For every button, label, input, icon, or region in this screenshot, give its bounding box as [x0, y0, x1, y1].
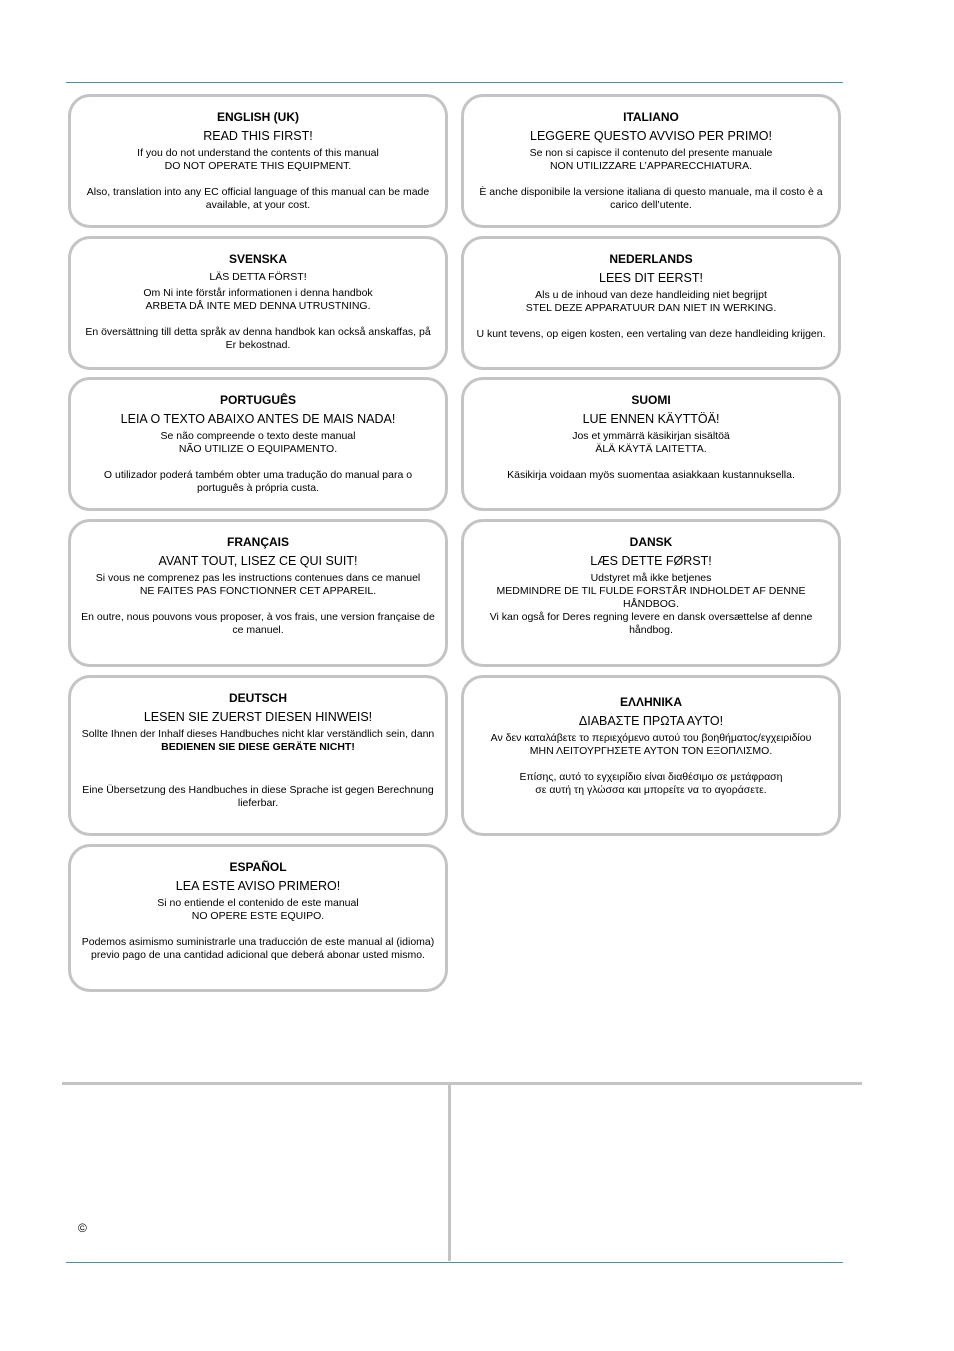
language-title: ENGLISH (UK) — [217, 110, 299, 124]
notice-translation: Επίσης, αυτό το εγχειρίδιο είναι διαθέσιμο σε μετάφραση σε αυτή τη γλώσσα και μπορείτε να το αγοράσετε. — [519, 771, 783, 796]
notice-translation: O utilizador poderá também obter uma tradução do manual para o português à própria custa. — [103, 469, 413, 494]
notice-body: Αν δεν καταλάβετε το περιεχόμενο αυτού του βοηθήματος/εγχειριδίου ΜΗΝ ΛΕΙΤΟΥΡΓΗΣΕΤΕ ΑΥΤΟΝ ΤΟΝ ΕΞΟΠΛΙΣΜΟ. — [490, 732, 812, 757]
notice-body: Se non si capisce il contenuto del presente manuale NON UTILIZZARE L’APPARECCHIATURA. — [529, 147, 773, 172]
notice-heading: LUE ENNEN KÄYTTÖÄ! — [582, 412, 720, 426]
notice-heading: LEA ESTE AVISO PRIMERO! — [175, 879, 341, 893]
notice-warning: BEDIENEN SIE DIESE GERÄTE NICHT! — [161, 741, 355, 753]
bottom-rule — [66, 1262, 843, 1263]
notice-box-portugues — [68, 377, 448, 511]
footer-column-divider — [448, 1085, 451, 1261]
notice-box-francais — [68, 519, 448, 667]
notice-body: Si vous ne comprenez pas les instructions contenues dans ce manuel NE FAITES PAS FONCTIONNER CET APPAREIL. — [95, 572, 421, 597]
top-rule — [66, 82, 843, 83]
notice-box-espanol — [68, 844, 448, 992]
notice-heading: ΔΙΑΒΑΣΤΕ ΠΡΩΤΑ ΑΥΤΟ! — [578, 714, 724, 728]
notice-body: Als u de inhoud van deze handleiding niet begrijpt STEL DEZE APPARATUUR DAN NIET IN WERKING. — [525, 289, 777, 314]
notice-body: Om Ni inte förstår informationen i denna handbok ARBETA DÅ INTE MED DENNA UTRUSTNING. — [143, 287, 373, 312]
notice-heading: LEIA O TEXTO ABAIXO ANTES DE MAIS NADA! — [120, 412, 396, 426]
language-title: ΕΛΛΗΝΙΚΑ — [619, 695, 682, 709]
notice-heading: LÆS DETTE FØRST! — [590, 554, 712, 568]
language-title: DANSK — [629, 535, 673, 549]
notice-box-ellinika — [461, 675, 841, 836]
language-title: ESPAÑOL — [229, 860, 287, 874]
notice-heading: READ THIS FIRST! — [203, 129, 313, 143]
notice-box-deutsch — [68, 675, 448, 836]
notice-box-english — [68, 94, 448, 228]
language-title: PORTUGUÊS — [219, 393, 296, 407]
notice-translation: En outre, nous pouvons vous proposer, à vos frais, une version française de ce manuel. — [81, 611, 435, 636]
footer-divider — [62, 1082, 862, 1085]
notice-translation: È anche disponibile la versione italiana di questo manuale, ma il costo è a carico dell’utente. — [479, 186, 823, 211]
notice-heading: LESEN SIE ZUERST DIESEN HINWEIS! — [143, 710, 373, 724]
notice-body: Si no entiende el contenido de este manual NO OPERE ESTE EQUIPO. — [157, 897, 359, 922]
notice-translation: Käsikirja voidaan myös suomentaa asiakkaan kustannuksella. — [507, 469, 795, 481]
notice-box-nederlands — [461, 236, 841, 370]
language-title: ITALIANO — [623, 110, 679, 124]
notice-translation: Eine Übersetzung des Handbuches in diese Sprache ist gegen Berechnung lieferbar. — [82, 784, 434, 809]
notice-body: Udstyret må ikke betjenes MEDMINDRE DE TIL FULDE FORSTÅR INDHOLDET AF DENNE HÅNDBOG. Vi kan også for Deres regning levere en dansk oversættelse af denne håndbog. — [489, 572, 813, 636]
notice-body: Sollte Ihnen der Inhalf dieses Handbuches nicht klar verständlich sein, dann — [81, 728, 435, 740]
language-title: SUOMI — [631, 393, 671, 407]
language-title: DEUTSCH — [228, 691, 287, 705]
notice-box-suomi — [461, 377, 841, 511]
language-title: SVENSKA — [228, 252, 287, 266]
notice-body: Se não compreende o texto deste manual NÃO UTILIZE O EQUIPAMENTO. — [160, 430, 356, 455]
notice-translation: Also, translation into any EC official language of this manual can be made available, at your cost. — [86, 186, 430, 211]
notice-box-svenska — [68, 236, 448, 370]
language-title: NEDERLANDS — [609, 252, 693, 266]
notice-translation: U kunt tevens, op eigen kosten, een vertaling van deze handleiding krijgen. — [476, 328, 826, 340]
language-title: FRANÇAIS — [227, 535, 289, 549]
copyright-symbol: © — [78, 1221, 87, 1235]
notice-heading: AVANT TOUT, LISEZ CE QUI SUIT! — [158, 554, 358, 568]
notice-heading: LEGGERE QUESTO AVVISO PER PRIMO! — [530, 129, 772, 143]
notice-body: If you do not understand the contents of this manual DO NOT OPERATE THIS EQUIPMENT. — [137, 147, 379, 172]
notice-body: Jos et ymmärrä käsikirjan sisältöä ÄLÄ KÄYTÄ LAITETTA. — [572, 430, 730, 455]
notice-box-italiano — [461, 94, 841, 228]
notice-heading: LÄS DETTA FÖRST! — [209, 271, 307, 283]
notice-heading: LEES DIT EERST! — [599, 271, 703, 285]
notice-box-dansk — [461, 519, 841, 667]
notice-translation: Podemos asimismo suministrarle una traducción de este manual al (idioma) previo pago de una cantidad adicional que deberá abonar usted mismo. — [81, 936, 435, 961]
notice-translation: En översättning till detta språk av denna handbok kan också anskaffas, på Er bekostnad. — [85, 326, 431, 351]
